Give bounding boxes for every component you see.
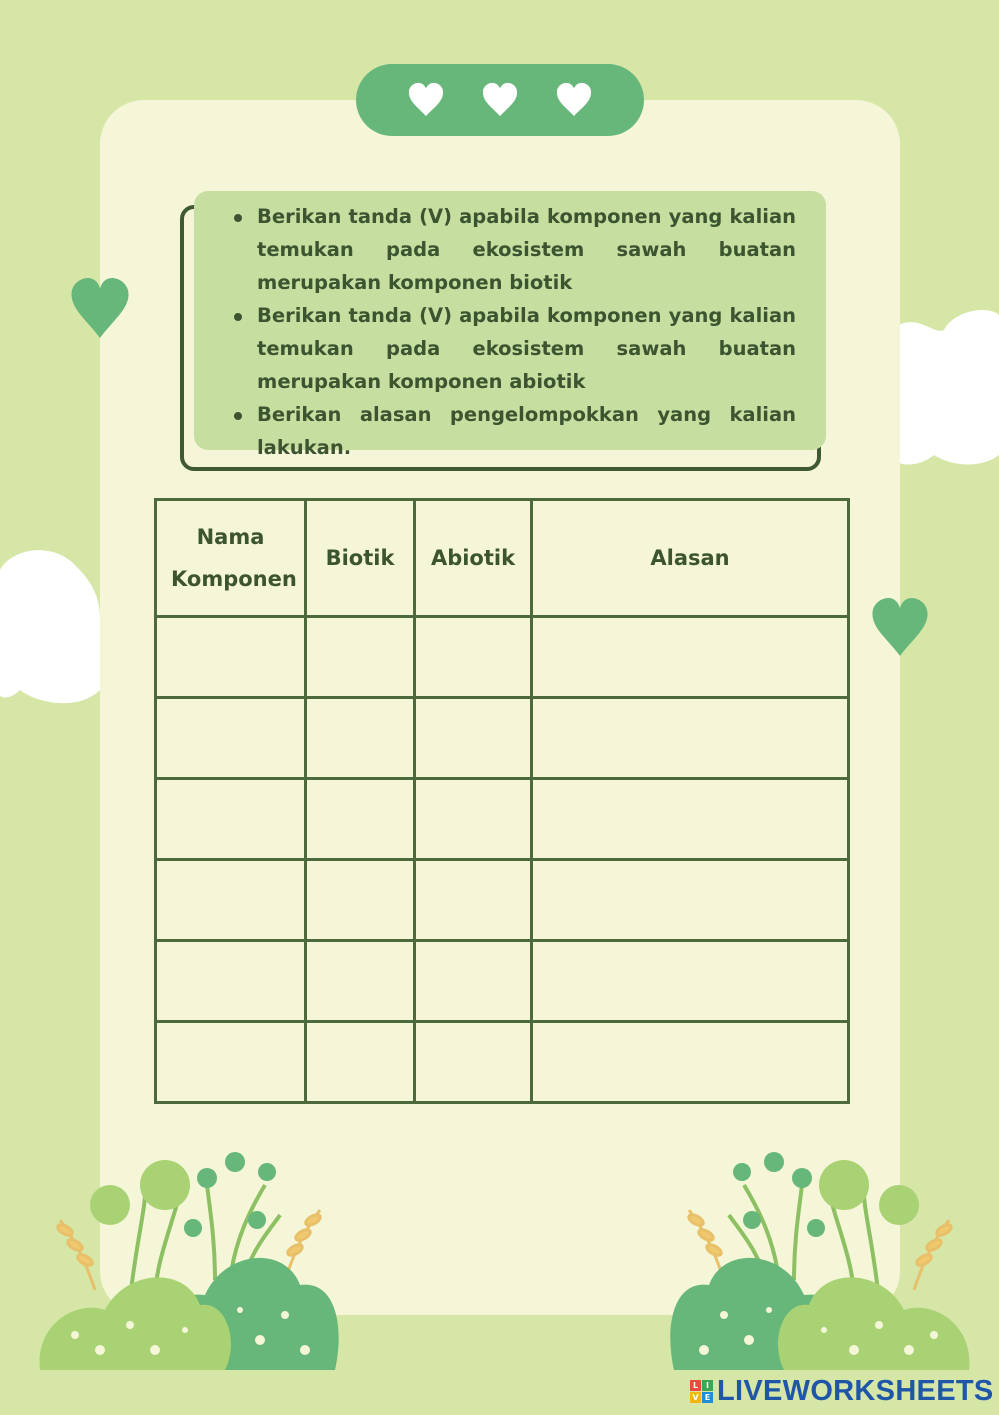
bush-decoration-right [664,1150,974,1375]
liveworksheets-brand[interactable] [690,1374,994,1408]
logo-letter: I [702,1380,713,1391]
liveworksheets-logo-icon [690,1380,713,1403]
brand-name: LIVEWORKSHEETS [717,1374,994,1407]
cell-abiotik[interactable] [415,779,532,860]
cloud-right [899,305,999,470]
column-header-nama-komponen: Nama Komponen [156,500,306,617]
cell-biotik[interactable] [306,779,415,860]
cell-nama-komponen[interactable] [156,779,306,860]
cell-abiotik[interactable] [415,860,532,941]
bush-decoration-left [35,1150,345,1375]
cell-nama-komponen[interactable] [156,617,306,698]
instruction-item: Berikan tanda (V) apabila komponen yang kalian temukan pada ekosistem sawah buatan merupakan komponen biotik [230,200,796,299]
cell-biotik[interactable] [306,617,415,698]
table-row [156,617,849,698]
cloud-left [0,540,100,710]
instruction-item: Berikan tanda (V) apabila komponen yang kalian temukan pada ekosistem sawah buatan merupakan komponen abiotik [230,299,796,398]
table-row [156,1022,849,1103]
cell-nama-komponen[interactable] [156,698,306,779]
component-table [154,498,850,1104]
heart-icon [481,81,519,119]
cell-alasan[interactable] [532,941,849,1022]
cell-alasan[interactable] [532,1022,849,1103]
cell-biotik[interactable] [306,698,415,779]
cell-alasan[interactable] [532,617,849,698]
table-header-row [156,500,849,617]
instruction-item: Berikan alasan pengelompokkan yang kalian lakukan. [230,398,796,464]
heart-icon [555,81,593,119]
cell-alasan[interactable] [532,860,849,941]
cell-nama-komponen[interactable] [156,860,306,941]
logo-letter: V [690,1392,701,1403]
cell-abiotik[interactable] [415,698,532,779]
heart-icon [70,276,130,340]
cell-alasan[interactable] [532,698,849,779]
column-header-alasan: Alasan [532,500,849,617]
heart-icon [407,81,445,119]
table-row [156,941,849,1022]
header-pill [356,64,644,136]
table-row [156,698,849,779]
column-header-abiotik: Abiotik [415,500,532,617]
column-header-biotik: Biotik [306,500,415,617]
cell-abiotik[interactable] [415,1022,532,1103]
cell-abiotik[interactable] [415,941,532,1022]
cell-biotik[interactable] [306,941,415,1022]
logo-letter: E [702,1392,713,1403]
cell-alasan[interactable] [532,779,849,860]
instructions-list [230,200,796,464]
heart-icon [871,596,929,658]
table-row [156,779,849,860]
cell-abiotik[interactable] [415,617,532,698]
cell-biotik[interactable] [306,860,415,941]
cell-biotik[interactable] [306,1022,415,1103]
table-row [156,860,849,941]
cell-nama-komponen[interactable] [156,941,306,1022]
logo-letter: L [690,1380,701,1391]
cell-nama-komponen[interactable] [156,1022,306,1103]
